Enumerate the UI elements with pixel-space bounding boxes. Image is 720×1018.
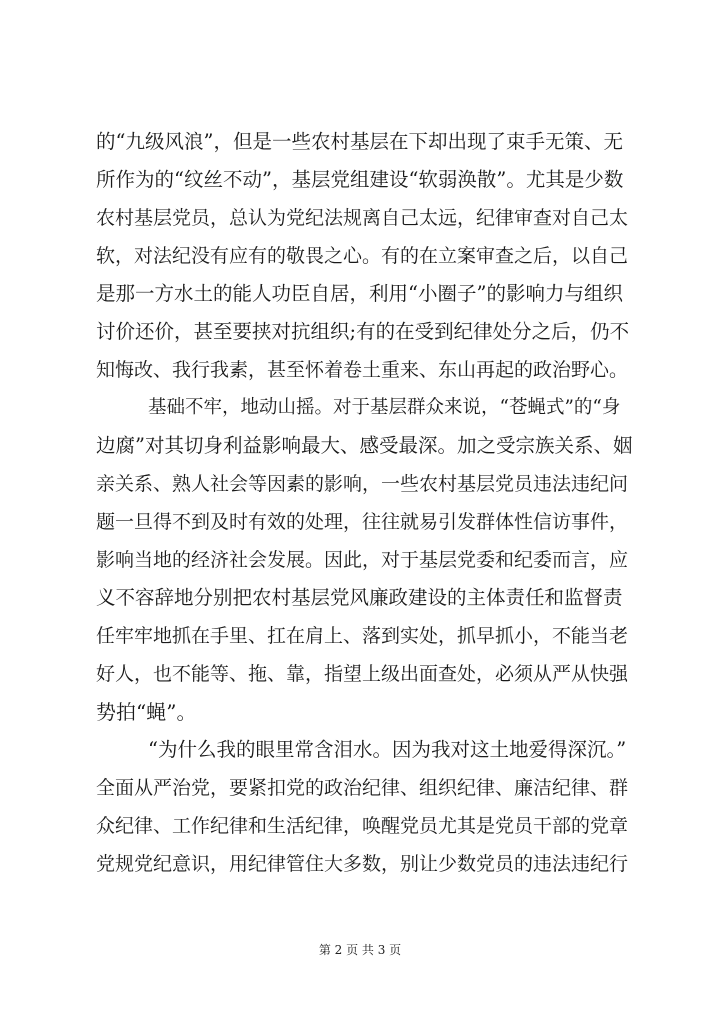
- text-line: 势拍“蝇”。: [96, 700, 197, 724]
- text-line: 是那一方水土的能人功臣自居，利用“小圈子”的影响力与组织: [96, 282, 623, 305]
- page-number-footer: 第 2 页 共 3 页: [318, 943, 402, 957]
- text-line: 讨价还价，甚至要挟对抗组织;有的在受到纪律处分之后，仍不: [96, 320, 630, 343]
- text-line: 任牢牢地抓在手里、扛在肩上、落到实处，抓早抓小，不能当老: [96, 625, 629, 647]
- text-line: 农村基层党员，总认为党纪法规离自己太远，纪律审查对自己太: [96, 207, 629, 229]
- text-line: 众纪律、工作纪律和生活纪律，唤醒党员尤其是党员干部的党章: [96, 815, 629, 837]
- paragraph-first-line: “为什么我的眼里常含泪水。因为我对这土地爱得深沉。”: [148, 738, 627, 761]
- text-line: 影响当地的经济社会发展。因此，对于基层党委和纪委而言，应: [96, 549, 629, 571]
- text-line: 题一旦得不到及时有效的处理，往往就易引发群体性信访事件，: [96, 511, 629, 533]
- text-line: 的“九级风浪”，但是一些农村基层在下却出现了束手无策、无: [96, 130, 623, 153]
- text-line: 知悔改、我行我素，甚至怀着卷土重来、东山再起的政治野心。: [96, 359, 629, 381]
- paragraph-first-line: 基础不牢，地动山摇。对于基层群众来说，“苍蝇式”的“身: [148, 397, 621, 418]
- text-line: 软，对法纪没有应有的敬畏之心。有的在立案审查之后，以自己: [96, 245, 629, 267]
- text-line: 边腐”对其切身利益影响最大、感受最深。加之受宗族关系、姻: [96, 434, 633, 457]
- text-line: 好人，也不能等、拖、靠，指望上级出面查处，必须从严从快强: [96, 663, 629, 685]
- text-line: 所作为的“纹丝不动”，基层党组建设“软弱涣散”。尤其是少数: [96, 168, 624, 191]
- text-line: 亲关系、熟人社会等因素的影响，一些农村基层党员违法违纪问: [96, 473, 629, 495]
- text-line: 全面从严治党，要紧扣党的政治纪律、组织纪律、廉洁纪律、群: [96, 777, 629, 799]
- text-line: 义不容辞地分别把农村基层党风廉政建设的主体责任和监督责: [96, 586, 623, 609]
- text-line: 党规党纪意识，用纪律管住大多数，别让少数党员的违法违纪行: [96, 853, 629, 875]
